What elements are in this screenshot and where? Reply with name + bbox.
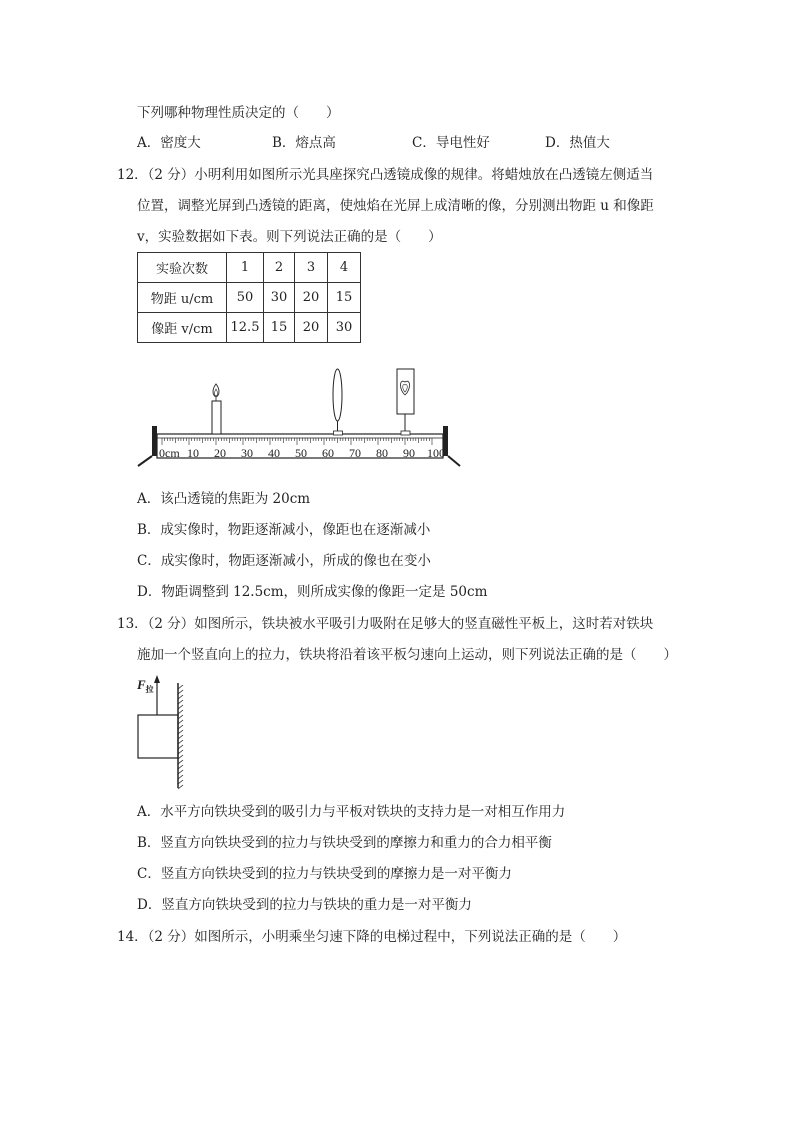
q12-stem-line-3: v，实验数据如下表。则下列说法正确的是（ ）	[137, 229, 442, 245]
ruler-label: 70	[349, 446, 361, 460]
table-cell: 3	[295, 253, 328, 283]
table-cell: 4	[328, 253, 361, 283]
q14-stem: 14．（2 分）如图所示，小明乘坐匀速下降的电梯过程中，下列说法正确的是（ ）	[117, 929, 627, 945]
q12-option-a: A．该凸透镜的焦距为 20cm	[137, 491, 311, 507]
ruler-label: 100	[427, 446, 445, 460]
q11-option-c	[412, 134, 490, 152]
candle	[212, 384, 221, 434]
convex-lens	[333, 369, 343, 435]
table-cell: 20	[295, 283, 328, 313]
q11-option-d	[545, 134, 610, 152]
q11-option-a	[137, 134, 201, 152]
force-subscript: 拉	[145, 685, 154, 694]
q11-option-c-text: 导电性好	[435, 135, 490, 151]
magnetic-plate-figure	[135, 673, 205, 793]
ruler-label: 60	[322, 446, 334, 460]
table-cell: 1	[227, 253, 264, 283]
ruler-label: 20	[214, 446, 226, 460]
q12-option-d: D．物距调整到 12.5cm，则所成实像的像距一定是 50cm	[137, 584, 488, 600]
q13-stem-line-2: 施加一个竖直向上的拉力，铁块将沿着该平板匀速向上运动，则下列说法正确的是（ ）	[137, 647, 677, 663]
table-cell: 像距 v/cm	[138, 313, 227, 343]
optical-bench-figure	[130, 362, 470, 472]
force-label: F	[137, 677, 146, 692]
table-cell: 物距 u/cm	[138, 283, 227, 313]
experiment-data-table	[137, 252, 361, 343]
table-cell: 30	[328, 313, 361, 343]
ruler-label: 80	[376, 446, 388, 460]
ruler-label: 90	[403, 446, 415, 460]
q12-stem-line-1: 12．（2 分）小明利用如图所示光具座探究凸透镜成像的规律。将蜡烛放在凸透镜左侧适当	[117, 167, 654, 183]
q11-option-b-text: 熔点高	[295, 135, 336, 151]
table-row	[138, 313, 361, 343]
q13-option-a: A．水平方向铁块受到的吸引力与平板对铁块的支持力是一对相互作用力	[137, 804, 566, 820]
q11-option-d-letter: D．	[545, 135, 570, 151]
ruler-label: 30	[241, 446, 253, 460]
q11-option-b	[272, 134, 336, 152]
q11-option-b-letter: B．	[272, 135, 296, 151]
q11-option-a-letter: A．	[137, 135, 161, 151]
table-cell: 30	[264, 283, 295, 313]
table-cell: 2	[264, 253, 295, 283]
q13-option-b: B．竖直方向铁块受到的拉力与铁块受到的摩擦力和重力的合力相平衡	[137, 835, 552, 851]
table-cell: 15	[264, 313, 295, 343]
q13-option-d: D．竖直方向铁块受到的拉力与铁块的重力是一对平衡力	[137, 897, 472, 913]
right-support	[443, 426, 460, 466]
left-support	[138, 426, 157, 466]
table-cell: 15	[328, 283, 361, 313]
ruler-label: 10	[187, 446, 199, 460]
table-cell: 20	[295, 313, 328, 343]
q12-stem-line-2: 位置，调整光屏到凸透镜的距离，使烛焰在光屏上成清晰的像，分别测出物距 u 和像距	[137, 198, 654, 214]
table-cell: 50	[227, 283, 264, 313]
arrow-head-icon	[154, 675, 160, 683]
table-cell: 12.5	[227, 313, 264, 343]
table-cell: 实验次数	[138, 253, 227, 283]
q12-option-b: B．成实像时，物距逐渐减小，像距也在逐渐减小	[137, 522, 431, 538]
q12-option-c: C．成实像时，物距逐渐减小，所成的像也在变小	[137, 553, 431, 569]
svg-text:F拉	[136, 677, 154, 694]
table-row	[138, 283, 361, 313]
light-screen	[397, 369, 414, 435]
q11-option-a-text: 密度大	[160, 135, 201, 151]
q13-stem-line-1: 13．（2 分）如图所示，铁块被水平吸引力吸附在足够大的竖直磁性平板上，这时若对铁块	[117, 616, 654, 632]
ruler-label: 50	[295, 446, 307, 460]
q13-option-c: C．竖直方向铁块受到的拉力与铁块受到的摩擦力是一对平衡力	[137, 866, 512, 882]
ruler-label: 40	[268, 446, 280, 460]
q11-stem-end: 下列哪种物理性质决定的（ ）	[137, 105, 340, 121]
iron-block	[138, 715, 178, 758]
ruler-unit-label: 0cm	[159, 446, 180, 460]
q11-option-d-text: 热值大	[569, 135, 610, 151]
q11-option-c-letter: C．	[412, 135, 436, 151]
table-row	[138, 253, 361, 283]
